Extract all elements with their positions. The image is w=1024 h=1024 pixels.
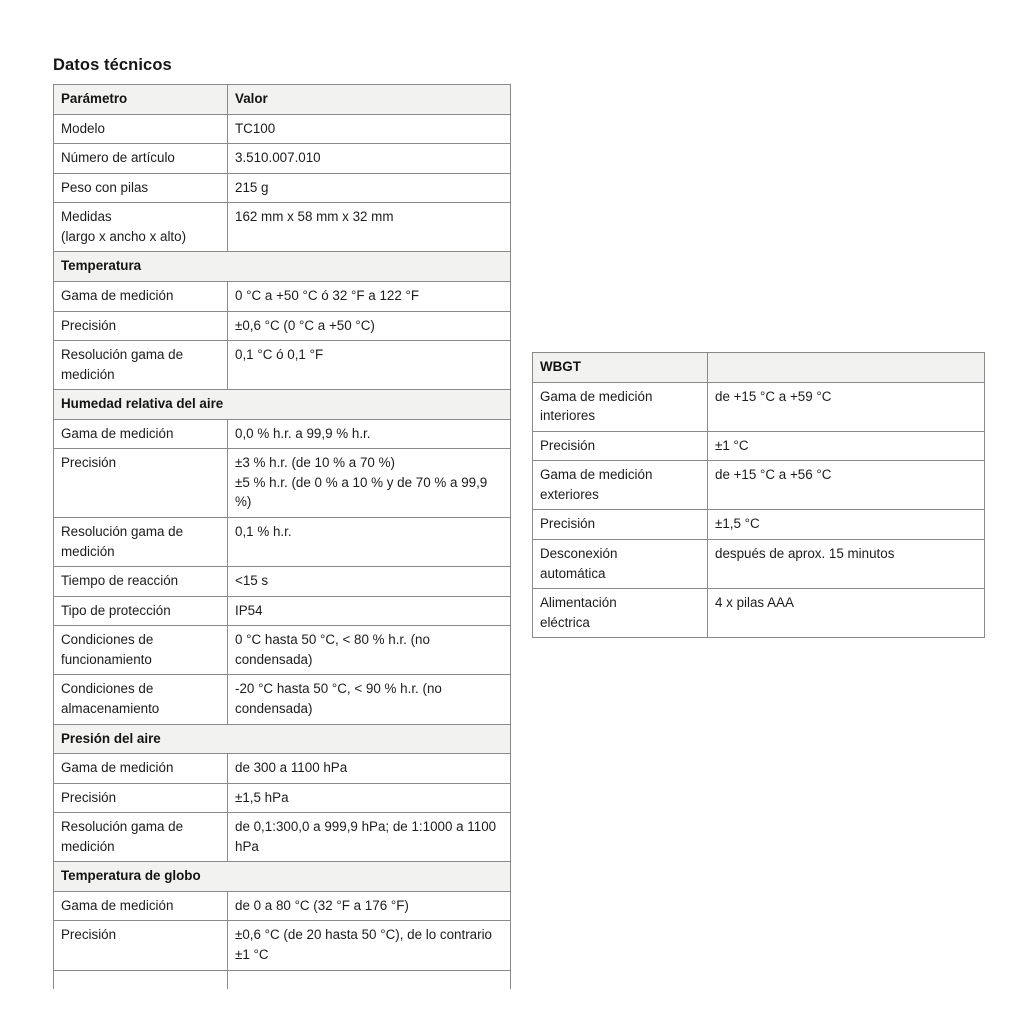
table-row	[54, 567, 511, 597]
cell-line: Número de artículo	[61, 150, 175, 166]
table-section-header-row	[54, 390, 511, 420]
value-cell	[228, 891, 511, 921]
cell-line: de 300 a 1100 hPa	[235, 760, 348, 776]
cell-line: ±0,6 °C (de 20 hasta 50 °C), de lo contrario ±1 °C	[235, 927, 496, 962]
table-body	[533, 353, 985, 638]
parameter-cell	[533, 382, 708, 431]
cell-line: Gama de medición	[61, 897, 174, 913]
cell-line: Parámetro	[61, 91, 128, 106]
value-cell	[228, 144, 511, 174]
parameter-cell	[533, 589, 708, 638]
cell-line: Medidas	[61, 209, 112, 225]
table-row	[533, 382, 985, 431]
cell-line: 0 °C hasta 50 °C, < 80 % h.r. (no condensada)	[235, 632, 434, 667]
cell-line: Precisión	[61, 927, 117, 943]
cell-line: medición	[61, 366, 115, 382]
cell-line: Precisión	[61, 455, 117, 471]
value-cell	[228, 921, 511, 970]
table-row	[54, 203, 511, 252]
value-cell	[228, 281, 511, 311]
cell-line: 0,0 % h.r. a 99,9 % h.r.	[235, 425, 371, 441]
value-cell	[228, 813, 511, 862]
parameter-cell	[54, 518, 228, 567]
parameter-cell	[54, 311, 228, 341]
parameter-cell	[54, 173, 228, 203]
cell-line: medición	[61, 838, 115, 854]
table-row	[54, 518, 511, 567]
parameter-cell	[533, 431, 708, 461]
cell-line: 215 g	[235, 179, 269, 195]
table-row	[54, 783, 511, 813]
parameter-cell	[54, 626, 228, 675]
cell-line: Modelo	[61, 120, 105, 136]
table-row	[533, 539, 985, 588]
cell-line: 0 °C a +50 °C ó 32 °F a 122 °F	[235, 287, 420, 303]
cell-line: 0,1 °C ó 0,1 °F	[235, 347, 324, 363]
page-title: Datos técnicos	[53, 56, 172, 75]
parameter-cell	[54, 281, 228, 311]
value-cell	[228, 626, 511, 675]
value-cell	[228, 675, 511, 724]
cell-line: eléctrica	[540, 614, 590, 630]
table-row	[54, 813, 511, 862]
cell-line: 162 mm x 58 mm x 32 mm	[235, 209, 394, 225]
value-cell	[228, 449, 511, 518]
value-cell	[228, 970, 511, 989]
table-section-header-row	[54, 724, 511, 754]
value-cell	[228, 596, 511, 626]
parameter-cell	[54, 891, 228, 921]
cell-line: Tiempo de reacción	[61, 573, 179, 589]
cell-line: ±5 % h.r. (de 0 % a 10 % y de 70 % a 99,9 %)	[235, 474, 491, 510]
parameter-cell	[54, 970, 228, 989]
value-cell	[228, 341, 511, 390]
cell-line: Precisión	[540, 437, 596, 453]
table-row	[54, 419, 511, 449]
cell-line: funcionamiento	[61, 651, 152, 667]
table-row	[54, 341, 511, 390]
value-cell	[708, 589, 985, 638]
cell-line: Peso con pilas	[61, 179, 149, 195]
value-cell	[708, 539, 985, 588]
cell-line: Temperatura	[61, 258, 142, 274]
table-row	[54, 626, 511, 675]
table-row	[54, 449, 511, 518]
cell-line: Resolución gama de	[61, 347, 184, 363]
cell-line: de +15 °C a +59 °C	[715, 388, 832, 404]
cell-line: 0,1 % h.r.	[235, 524, 292, 539]
cell-line: interiores	[540, 408, 596, 424]
value-cell	[228, 783, 511, 813]
table-row	[54, 921, 511, 970]
cell-line: después de aprox. 15 minutos	[715, 545, 895, 561]
parameter-cell	[54, 921, 228, 970]
cell-line: Valor	[235, 91, 268, 106]
parameter-cell	[54, 203, 228, 252]
parameter-cell	[54, 419, 228, 449]
column-header-value	[228, 85, 511, 115]
table-row	[54, 891, 511, 921]
table-row	[54, 144, 511, 174]
value-cell	[228, 203, 511, 252]
cell-line: ±0,6 °C (0 °C a +50 °C)	[235, 317, 375, 333]
table-row	[533, 461, 985, 510]
cell-line: Condiciones de	[61, 681, 154, 697]
value-cell	[228, 754, 511, 784]
table-row	[54, 114, 511, 144]
table-row	[54, 281, 511, 311]
cell-line: de 0,1:300,0 a 999,9 hPa; de 1:1000 a 1100 hPa	[235, 819, 500, 854]
cell-line: 3.510.007.010	[235, 150, 321, 166]
cell-line: (largo x ancho x alto)	[61, 228, 187, 244]
table-row	[533, 589, 985, 638]
cell-line: Alimentación	[540, 595, 617, 611]
table-section-header-row	[54, 252, 511, 282]
parameter-cell	[54, 144, 228, 174]
table-header-row	[54, 85, 511, 115]
cell-line: Desconexión	[540, 545, 618, 561]
cell-line: Precisión	[61, 317, 117, 333]
cell-line: de 0 a 80 °C (32 °F a 176 °F)	[235, 897, 409, 913]
parameter-cell	[54, 114, 228, 144]
value-cell	[228, 311, 511, 341]
table-row	[533, 431, 985, 461]
value-cell	[228, 419, 511, 449]
cell-line: Tipo de protección	[61, 602, 171, 618]
value-cell	[228, 567, 511, 597]
cell-line: automática	[540, 565, 606, 581]
cell-line: almacenamiento	[61, 700, 160, 716]
datos-tecnicos-table	[53, 84, 511, 989]
cell-line: ±1,5 hPa	[235, 789, 289, 805]
table-row	[54, 596, 511, 626]
cell-line: Humedad relativa del aire	[61, 396, 224, 412]
cell-line: medición	[61, 543, 115, 559]
cell-line: Gama de medición	[540, 467, 653, 483]
cell-line: Condiciones de	[61, 632, 154, 648]
table-row	[54, 970, 511, 989]
cell-line: Gama de medición	[61, 760, 174, 776]
parameter-cell	[54, 813, 228, 862]
section-label	[54, 862, 511, 892]
cell-line: Temperatura de globo	[61, 868, 201, 884]
cell-line: Precisión	[61, 789, 117, 805]
table-section-header-row	[54, 862, 511, 892]
cell-line: Gama de medición	[540, 388, 653, 404]
parameter-cell	[54, 449, 228, 518]
cell-line: ±1,5 °C	[715, 516, 760, 532]
cell-line: Gama de medición	[61, 287, 174, 303]
parameter-cell	[533, 510, 708, 540]
cell-line: <15 s	[235, 573, 269, 589]
column-header-parameter	[54, 85, 228, 115]
value-cell	[228, 114, 511, 144]
cell-line: Presión del aire	[61, 730, 161, 746]
value-cell	[708, 461, 985, 510]
cell-line: Resolución gama de	[61, 524, 184, 539]
section-label	[54, 252, 511, 282]
value-cell	[708, 431, 985, 461]
table-row	[54, 311, 511, 341]
table-row	[533, 510, 985, 540]
parameter-cell	[54, 596, 228, 626]
cell-line: exteriores	[540, 486, 599, 502]
column-header-parameter	[533, 353, 708, 383]
parameter-cell	[54, 567, 228, 597]
cell-line: IP54	[235, 602, 263, 618]
cell-line: 4 x pilas AAA	[715, 595, 794, 611]
parameter-cell	[533, 461, 708, 510]
table-row	[54, 173, 511, 203]
value-cell	[708, 382, 985, 431]
cell-line: Precisión	[540, 516, 596, 532]
cell-line: TC100	[235, 120, 276, 136]
cell-line: WBGT	[540, 359, 581, 374]
cell-line: ±1 °C	[715, 437, 749, 453]
table-body	[54, 85, 511, 989]
cell-line: ±3 % h.r. (de 10 % a 70 %)	[235, 455, 395, 471]
wbgt-table	[532, 352, 985, 638]
cell-line: Gama de medición	[61, 425, 174, 441]
section-label	[54, 390, 511, 420]
table-row	[54, 754, 511, 784]
table-header-row	[533, 353, 985, 383]
parameter-cell	[54, 341, 228, 390]
cell-line: Resolución gama de	[61, 819, 184, 835]
value-cell	[708, 510, 985, 540]
column-header-value	[708, 353, 985, 383]
parameter-cell	[54, 783, 228, 813]
value-cell	[228, 173, 511, 203]
parameter-cell	[54, 754, 228, 784]
parameter-cell	[533, 539, 708, 588]
cell-line: de +15 °C a +56 °C	[715, 467, 832, 483]
cell-line: -20 °C hasta 50 °C, < 90 % h.r. (no condensada)	[235, 681, 446, 716]
parameter-cell	[54, 675, 228, 724]
value-cell	[228, 518, 511, 567]
section-label	[54, 724, 511, 754]
table-row	[54, 675, 511, 724]
